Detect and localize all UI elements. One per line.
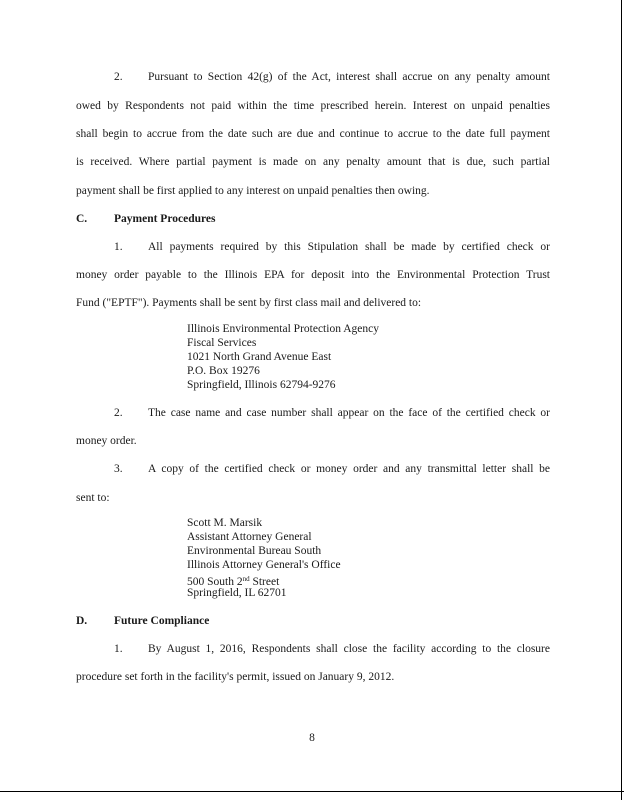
address-2-bureau: Environmental Bureau South [187, 545, 322, 557]
para-c1-line-3: Fund ("EPTF"). Payments shall be sent by first class mail and delivered to: [76, 297, 422, 309]
para-c3-line-2: sent to: [76, 492, 110, 504]
address-1-line-2: Fiscal Services [187, 337, 257, 349]
section-c-heading: C. Payment Procedures [76, 213, 216, 225]
section-d-heading: D. Future Compliance [76, 615, 210, 627]
address-2-street: 500 South 2nd Street [187, 575, 280, 588]
para-c3-line-1: 3. A copy of the certified check or money order and any transmittal letter shall be [114, 463, 550, 475]
page-edge-right [621, 0, 622, 800]
address-1-line-5: Springfield, Illinois 62794-9276 [187, 379, 336, 391]
para-b2-line-4: is received. Where partial payment is made on any penalty amount that is due, such partial [76, 156, 550, 168]
page-edge-bottom [0, 791, 624, 792]
para-c2-line-1: 2. The case name and case number shall appear on the face of the certified check or [114, 407, 550, 419]
address-2-city: Springfield, IL 62701 [187, 587, 287, 599]
address-1-line-4: P.O. Box 19276 [187, 365, 260, 377]
address-1-line-1: Illinois Environmental Protection Agency [187, 323, 379, 335]
page-number: 8 [309, 732, 315, 744]
para-b2-line-1: 2. Pursuant to Section 42(g) of the Act, interest shall accrue on any penalty amount [114, 71, 550, 83]
para-b2-number: 2. [114, 71, 123, 83]
address-2-name: Scott M. Marsik [187, 517, 263, 529]
para-b2-line-3: shall begin to accrue from the date such are due and continue to accrue to the date full payment [76, 128, 550, 140]
para-b2-line-5: payment shall be first applied to any interest on unpaid penalties then owing. [76, 185, 430, 197]
address-2-title: Assistant Attorney General [187, 531, 312, 543]
para-c2-line-2: money order. [76, 435, 137, 447]
para-d1-line-1: 1. By August 1, 2016, Respondents shall close the facility according to the closure [114, 643, 550, 655]
address-1-line-3: 1021 North Grand Avenue East [187, 351, 332, 363]
para-c1-line-2: money order payable to the Illinois EPA for deposit into the Environmental Protection Trust [76, 269, 550, 281]
para-d1-line-2: procedure set forth in the facility's permit, issued on January 9, 2012. [76, 671, 395, 683]
address-2-office: Illinois Attorney General's Office [187, 559, 341, 571]
para-b2-line-2: owed by Respondents not paid within the time prescribed herein. Interest on unpaid penalties [76, 100, 550, 112]
para-c1-line-1: 1. All payments required by this Stipulation shall be made by certified check or [114, 241, 550, 253]
